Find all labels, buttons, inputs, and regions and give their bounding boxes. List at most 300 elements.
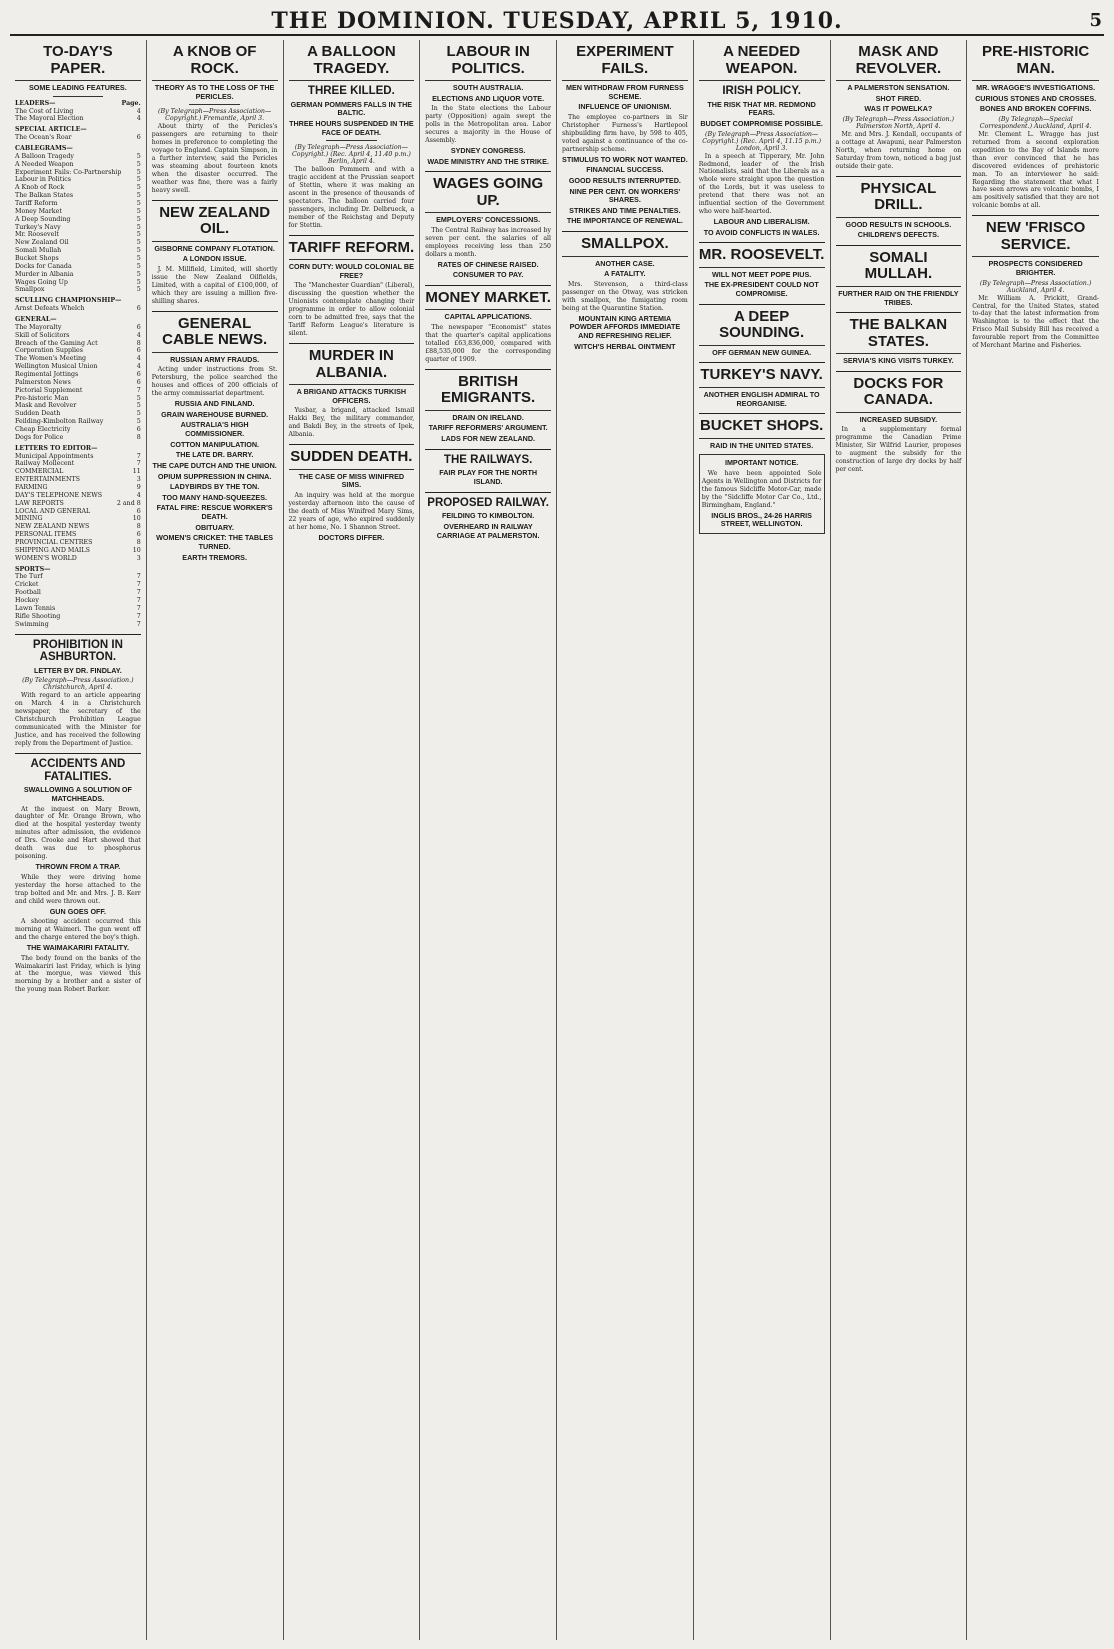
contents-item [15, 316, 141, 324]
story-subheading: CHILDREN'S DEFECTS. [857, 230, 939, 240]
contents-item-label: Municipal Appointments [15, 452, 94, 460]
story-heading: MONEY MARKET. [425, 290, 551, 311]
contents-item-label: Mr. Roosevelt [15, 231, 59, 239]
contents-item-label: Arnst Defeats Whelch [15, 305, 85, 313]
contents-item-label: Swimming [15, 620, 49, 628]
story-subheading: WOMEN'S CRICKET: THE TABLES TURNED. [156, 533, 274, 552]
contents-item [15, 621, 141, 629]
contents-item-page: 5 [136, 270, 141, 278]
contents-item-page: Page. [121, 99, 141, 107]
story-heading: GENERAL CABLE NEWS. [152, 316, 278, 353]
contents-item-page: 6 [136, 507, 141, 515]
contents-item-page: 7 [136, 386, 141, 394]
contents-item-label: COMMERCIAL [15, 468, 64, 476]
contents-item-page: 7 [136, 597, 141, 605]
contents-item-label: Docks for Canada [15, 262, 72, 270]
contents-item [15, 613, 141, 621]
story-subheading: RUSSIAN ARMY FRAUDS. [170, 354, 260, 364]
contents-item [15, 216, 141, 224]
contents-item-label: The Women's Meeting [15, 355, 87, 363]
contents-item [15, 134, 141, 142]
story-subheading: EMPLOYERS' CONCESSIONS. [436, 215, 541, 225]
story-subheading: RAID IN THE UNITED STATES. [710, 440, 814, 450]
story-subheading: DRAIN ON IRELAND. [452, 412, 524, 422]
story-subheading: A PALMERSTON SENSATION. [847, 83, 950, 92]
contents-item [15, 126, 141, 134]
contents-item [15, 100, 141, 108]
contents-item [15, 305, 141, 313]
contents-item [15, 531, 141, 539]
contents-item-page: 4 [136, 115, 141, 123]
story-text: Acting under instructions from St. Petersburg, the police searched the houses and offices of 200 officials of the army commissariat department. [151, 366, 278, 398]
contents-item [15, 555, 141, 563]
contents-item-label: SHIPPING AND MAILS [15, 546, 90, 554]
contents-item-label: Feilding-Kimbolton Railway [15, 418, 104, 426]
contents-item-label: The Cost of Living [15, 107, 74, 115]
contents-item [15, 231, 141, 239]
contents-item-page: 3 [136, 554, 141, 562]
story-subheading: LABOUR AND LIBERALISM. [713, 217, 810, 227]
story-subheading: ANOTHER ENGLISH ADMIRAL TO REORGANISE. [703, 389, 820, 408]
contents-item [15, 297, 141, 305]
contents-item-page: 2 and 8 [116, 499, 141, 507]
contents-item-page: 6 [136, 426, 141, 434]
story-text: At the inquest on Mary Brown, daughter of Mr. Orange Brown, who died at the hospital yesterday twenty minutes after admission, the evidence of Drs. Crooke and Hart showed that death was due to phosphorus poisoning. [15, 805, 141, 861]
story-subheading: TO AVOID CONFLICTS IN WALES. [703, 227, 820, 237]
story-heading: TURKEY'S NAVY. [699, 367, 825, 388]
story-subheading: TARIFF REFORMERS' ARGUMENT. [428, 423, 548, 433]
story-subheading: DOCTORS DIFFER. [318, 532, 385, 542]
story-subheading: THE CASE OF MISS WINIFRED SIMS. [298, 471, 405, 490]
story-heading: PROHIBITION IN ASHBURTON. [32, 638, 123, 664]
dateline: (By Telegraph—Press Association.) Palmerston North, April 4. [842, 115, 955, 130]
contents-item [15, 176, 141, 184]
contents-item [15, 426, 141, 434]
story-heading: EXPERIMENT FAILS. [562, 44, 688, 81]
dateline: (By Telegraph—Special Correspondent.) Auckland, April 4. [979, 115, 1092, 130]
contents-item-label: Experiment Fails: Co-Partnership [15, 168, 122, 176]
story-subheading: BUDGET COMPROMISE POSSIBLE. [700, 118, 823, 128]
contents-item [15, 581, 141, 589]
advertisement-text: We have been appointed Sole Agents in Wellington and Districts for the famous Sidcliffe Motor-Car, made by the "Sidcliffe Motor Car Co., Ltd., Birmingham, England." [701, 469, 822, 509]
story-heading: PRE-HISTORIC MAN. [972, 44, 1099, 81]
story-subheading: CORN DUTY: WOULD COLONIAL BE FREE? [288, 262, 414, 280]
story-subheading: BONES AND BROKEN COFFINS. [979, 104, 1092, 114]
story-heading: NEW ZEALAND OIL. [152, 205, 278, 242]
contents-item-page: 6 [136, 347, 141, 355]
contents-item [15, 332, 141, 340]
contents-item-label: GENERAL— [15, 315, 57, 323]
contents-item-label: WOMEN'S WORLD [15, 554, 77, 562]
contents-item-page: 10 [132, 546, 141, 554]
newspaper-columns [10, 40, 1104, 1640]
story-subheading: INCREASED SUBSIDY. [859, 414, 938, 424]
advertisement-footer: INGLIS BROS., 24-26 HARRIS STREET, WELLINGTON. [711, 510, 812, 529]
contents-item-page: 6 [136, 531, 141, 539]
letters-heading: LETTERS TO EDITOR— [15, 444, 98, 452]
story-subheading: WITCH'S HERBAL OINTMENT [574, 341, 676, 351]
story-subheading: A LONDON ISSUE. [182, 254, 247, 264]
story-subheading: WADE MINISTRY AND THE STRIKE. [427, 156, 549, 166]
contents-item-page: 5 [136, 176, 141, 184]
contents-item-page: 8 [136, 523, 141, 531]
story-text: Mr. William A. Prickitt, Grand-Central, for the United States, stated to-day that the latest information from Washington is to the effect that the Frisco Mail Subsidy Bill has received a favourable report from the Committee of Merchant Marine and Fisheries. [972, 294, 1099, 350]
contents-item-label: Corporation Supplies [15, 347, 84, 355]
column-4 [420, 40, 557, 1640]
contents-item-page: 6 [136, 371, 141, 378]
story-heading: SUDDEN DEATH. [289, 449, 415, 470]
contents-item [15, 161, 141, 169]
contents-item-page: 7 [136, 452, 141, 460]
contents-item [15, 286, 141, 294]
contents-item-label: LEADERS— [15, 99, 56, 107]
story-subheading: THREE KILLED. [307, 85, 395, 97]
story-heading: PROPOSED RAILWAY. [427, 496, 549, 509]
contents-item-label: Breach of the Gaming Act [15, 339, 98, 347]
contents-item-label: Turkey's Navy [15, 223, 61, 231]
story-subheading: THROWN FROM A TRAP. [35, 862, 121, 872]
story-text: About thirty of the Pericles's passengers are returning to their homes in preference to completing the voyage to England. Captain Simpson, in a further interview, said the Pericles was steaming about fourteen knots when the disaster occurred. The weather was fine, there was a fairly heavy swell. [151, 123, 278, 194]
contents-item [15, 184, 141, 192]
contents-item-page: 7 [136, 604, 141, 612]
story-text: With regard to an article appearing on March 4 in a Christchurch newspaper, the secretary of the Christchurch Prohibition League communicated with the Minister for Justice, and has received the following reply from the Department of Justice. [15, 692, 141, 748]
contents-item-label: A Deep Sounding [15, 215, 71, 223]
contents-item-label: MINING [15, 515, 43, 523]
story-subheading: INFLUENCE OF UNIONISM. [578, 102, 672, 112]
contents-item-page: 4 [136, 355, 141, 363]
contents-item [15, 355, 141, 363]
contents-item-label: Murder in Albania [15, 270, 74, 278]
contents-item-label: Hockey [15, 597, 39, 605]
masthead [10, 6, 1104, 36]
story-subheading: ELECTIONS AND LIQUOR VOTE. [432, 93, 545, 103]
contents-item [15, 379, 141, 387]
contents-item-label: NEW ZEALAND NEWS [15, 523, 90, 531]
contents-item-label: Money Market [15, 207, 62, 215]
story-subheading: WAS IT POWELKA? [864, 104, 933, 114]
contents-item-page: 5 [136, 215, 141, 223]
story-subheading: LETTER BY DR. FINDLAY. [33, 665, 122, 675]
contents-item-page: 5 [136, 394, 141, 402]
contents-item-page: 5 [136, 254, 141, 262]
contents-item-label: DAY'S TELEPHONE NEWS [15, 491, 103, 499]
contents-item [15, 169, 141, 177]
contents-item-page: 5 [136, 231, 141, 239]
story-heading: MASK AND REVOLVER. [836, 44, 962, 81]
contents-item [15, 224, 141, 232]
column-5 [557, 40, 694, 1640]
contents-item-label: CABLEGRAMS— [15, 144, 73, 152]
contents-item-label: Lawn Tennis [15, 604, 56, 612]
story-subheading: THE CAPE DUTCH AND THE UNION. [152, 460, 277, 470]
contents-item [15, 492, 141, 500]
contents-item-page: 6 [136, 134, 141, 142]
story-subheading: RUSSIA AND FINLAND. [174, 399, 255, 409]
contents-item-page: 5 [136, 207, 141, 215]
story-text: In a supplementary formal programme the Canadian Prime Minister, Sir Wilfrid Laurier, proposes to augment the subsidy for the construction of large dry docks by half per cent. [835, 426, 962, 474]
story-heading: A DEEP SOUNDING. [699, 309, 825, 346]
contents-item [15, 271, 141, 279]
contents-item [15, 468, 141, 476]
contents-item [15, 453, 141, 461]
contents-item-page: 7 [136, 573, 141, 581]
story-text: Yusbar, a brigand, attacked Ismail Hakki Bey, the military commander, and Bakdi Bey, in the streets of Ipek, Albania. [288, 407, 415, 439]
contents-item-label: SCULLING CHAMPIONSHIP— [15, 297, 122, 305]
contents-list [15, 100, 141, 442]
column-8 [967, 40, 1104, 1640]
newspaper-title: THE DOMINION. TUESDAY, APRIL 5, 1910. [271, 8, 843, 34]
contents-item [15, 363, 141, 371]
story-text: Mr. Clement L. Wragge has just returned from a second exploration expedition to the Bay of Islands more than ever convinced that he has discovered evidences of prehistoric man. To an interviewer he said: Regarding the statement that what I have seen arrows are volcanic bombs, I am positively satisfied that they are not volcanic bombs at all. [972, 130, 1099, 210]
story-subheading: WILL NOT MEET POPE PIUS. [711, 269, 812, 279]
story-subheading: LADYBIRDS BY THE TON. [170, 482, 260, 492]
contents-item [15, 145, 141, 153]
story-text: Mr. and Mrs. J. Kendall, occupants of a cottage at Awapuni, near Palmerston North, when returning home on Saturday from town, noticed a bag just outside their gate. [835, 130, 962, 170]
column-2 [147, 40, 284, 1640]
column-3 [284, 40, 421, 1640]
contents-item [15, 597, 141, 605]
story-text: In the State elections the Labour party (Opposition) again swept the polls in the Metropolitan area. Labor secures a majority in the House of Assembly. [425, 105, 551, 145]
contents-item-label: PROVINCIAL CENTRES [15, 539, 93, 547]
story-subheading: SOUTH AUSTRALIA. [452, 83, 524, 92]
story-subheading: AUSTRALIA'S HIGH COMMISSIONER. [180, 420, 249, 438]
contents-item [15, 566, 141, 574]
contents-item-label: Football [15, 589, 41, 597]
story-heading: MURDER IN ALBANIA. [289, 348, 415, 385]
contents-item-page: 5 [136, 402, 141, 410]
story-text: In a speech at Tipperary, Mr. John Redmond, leader of the Irish Nationalists, said that the Liberals as a whole were straight upon the question of the Lords, but it was useless to pretend that there was not an influential section of the Government who were half-hearted. [698, 152, 825, 216]
contents-item-page: 5 [136, 278, 141, 286]
contents-item-page: 7 [136, 460, 141, 468]
story-subheading: THE LATE DR. BARRY. [175, 450, 254, 460]
contents-item [15, 460, 141, 468]
contents-item [15, 324, 141, 332]
contents-item-page: 5 [136, 262, 141, 270]
story-subheading: ANOTHER CASE. [595, 258, 655, 268]
contents-item-page: 5 [136, 247, 141, 255]
advertisement-heading: IMPORTANT NOTICE. [724, 458, 799, 468]
contents-item-page: 4 [136, 331, 141, 339]
contents-item-page: 5 [136, 239, 141, 247]
contents-item [15, 387, 141, 395]
story-heading: SMALLPOX. [562, 236, 688, 257]
story-subheading: GOOD RESULTS IN SCHOOLS. [845, 219, 952, 229]
contents-item-label: Sudden Death [15, 410, 61, 418]
contents-item-label: Skill of Solicitors [15, 331, 70, 339]
contents-item [15, 247, 141, 255]
story-subheading: STIMULUS TO WORK NOT WANTED. [562, 154, 688, 164]
contents-item-page: 8 [136, 339, 141, 347]
story-text: The newspaper "Economist" states that the quarter's capital applications totalled £63,836,000, compared with £88,535,000 for the corresponding quarter of 1909. [425, 324, 551, 363]
contents-item [15, 605, 141, 613]
story-heading: NEW 'FRISCO SERVICE. [972, 220, 1099, 257]
contents-item-label: Railway Mollecent [15, 460, 75, 468]
contents-item-label: SPORTS— [15, 565, 51, 573]
contents-item-page: 5 [136, 286, 141, 294]
story-subheading: RATES OF CHINESE RAISED. [437, 259, 539, 269]
contents-item-page: 7 [136, 620, 141, 628]
column-6 [694, 40, 831, 1640]
contents-item [15, 208, 141, 216]
contents-item [15, 108, 141, 116]
story-heading: A KNOB OF ROCK. [152, 44, 278, 81]
story-subheading: COTTON MANIPULATION. [170, 439, 260, 449]
contents-item [15, 484, 141, 492]
story-subheading: SHOT FIRED. [875, 93, 922, 103]
contents-item-page: 7 [136, 581, 141, 589]
contents-item [15, 402, 141, 410]
story-subheading: FINANCIAL SUCCESS. [586, 165, 664, 175]
contents-item-label: Pre-historic Man [15, 394, 69, 402]
contents-item-page: 9 [136, 484, 141, 492]
contents-item [15, 395, 141, 403]
story-text: The body found on the banks of the Waimakariri last Friday, which is lying at the morgue, was viewed this morning by a brother and a sister of the young man Robert Barker. [15, 954, 141, 994]
contents-item-label: Dogs for Police [15, 433, 64, 441]
contents-item [15, 508, 141, 516]
contents-item [15, 255, 141, 263]
story-text: While they were driving home yesterday the horse attached to the trap bolted and Mr. and Mrs. J. B. Kerr and child were thrown out. [15, 873, 141, 905]
contents-item-label: Somali Mullah [15, 247, 62, 255]
story-subheading: THE RISK THAT MR. REDMOND FEARS. [707, 99, 816, 118]
contents-item-page: 5 [136, 199, 141, 207]
story-subheading: PROSPECTS CONSIDERED BRIGHTER. [988, 259, 1083, 277]
story-heading: BUCKET SHOPS. [699, 418, 825, 439]
story-text: The balloon Pommern and with a tragic accident at the Prussian seaport of Stettin, where it was making an ascent in the presence of thousands of spectators. The balloon carried four passengers, including Dr. Delbrueck, a member of the Reichstag and Deputy for Stettin. [288, 166, 415, 229]
contents-item-page: 10 [132, 515, 141, 523]
contents-item [15, 573, 141, 581]
story-subheading: FATAL FIRE: RESCUE WORKER'S DEATH. [156, 503, 273, 522]
contents-item-label: Wages Going Up [15, 278, 68, 286]
advertisement-box [699, 454, 825, 534]
story-text: The employee co-partners in Sir Christopher Furness's Hartlepool shipbuilding firm have, by 598 to 405, voted against a continuance of the co-partnership scheme. [562, 113, 688, 153]
contents-item-page: 5 [136, 223, 141, 231]
story-subheading: CAPITAL APPLICATIONS. [444, 312, 532, 322]
dateline: (By Telegraph—Press Association—Copyright.) (Rec. April 4, 11.15 p.m.) London, April 3. [702, 130, 822, 152]
story-subheading: FURTHER RAID ON THE FRIENDLY TRIBES. [838, 288, 959, 307]
story-heading: BRITISH EMIGRANTS. [425, 374, 551, 411]
contents-item-page: 6 [136, 323, 141, 331]
contents-item-page: 8 [136, 433, 141, 441]
story-subheading: THE EX-PRESIDENT COULD NOT COMPROMISE. [704, 280, 819, 299]
story-text: Mrs. Stevenson, a third-class passenger on the Otway, was stricken with smallpox, the fumigating room being at the Quarantine Station. [562, 280, 688, 312]
contents-item-label: PERSONAL ITEMS [15, 531, 77, 539]
story-subheading: GOOD RESULTS INTERRUPTED. [568, 175, 681, 185]
contents-item-label: Regimental Jottings [15, 371, 79, 378]
contents-item [15, 410, 141, 418]
contents-item-page: 4 [136, 363, 141, 371]
contents-item-label: Smallpox [15, 286, 45, 294]
contents-item [15, 153, 141, 161]
contents-item-label: New Zealand Oil [15, 239, 69, 247]
story-subheading: MOUNTAIN KING ARTEMIA POWDER AFFORDS IMMEDIATE AND REFRESHING RELIEF. [569, 313, 681, 340]
story-subheading: MR. WRAGGE'S INVESTIGATIONS. [976, 83, 1096, 92]
story-subheading: EARTH TREMORS. [182, 552, 247, 562]
story-subheading: GISBORNE COMPANY FLOTATION. [154, 243, 275, 253]
story-heading: MR. ROOSEVELT. [699, 247, 825, 268]
contents-item-label: The Mayoralty [15, 323, 62, 331]
contents-item [15, 371, 141, 379]
story-subheading: GRAIN WAREHOUSE BURNED. [161, 409, 269, 419]
story-subheading: CONSUMER TO PAY. [452, 270, 524, 280]
story-subheading: TOO MANY HAND-SQUEEZES. [162, 492, 267, 502]
story-heading: ACCIDENTS AND FATALITIES. [30, 757, 126, 783]
contents-item [15, 515, 141, 523]
contents-item-label: Cheap Electricity [15, 426, 71, 434]
contents-item-page: 5 [136, 168, 141, 176]
contents-item-label: Cricket [15, 581, 39, 589]
contents-item-label: The Turf [15, 573, 43, 581]
contents-item [15, 500, 141, 508]
story-subheading: THE WAIMAKARIRI FATALITY. [26, 942, 130, 952]
story-heading: TARIFF REFORM. [289, 240, 415, 261]
contents-item-label: Palmerston News [15, 378, 71, 386]
contents-item-label: Pictorial Supplement [15, 386, 83, 394]
contents-item-page: 6 [136, 305, 141, 313]
contents-item [15, 589, 141, 597]
dateline: (By Telegraph—Press Association.) Christchurch, April 4. [22, 677, 134, 692]
story-text: A shooting accident occurred this morning at Waimeri. The gun went off and the charge entered the boy's thigh. [15, 918, 141, 942]
story-heading: A NEEDED WEAPON. [699, 44, 825, 81]
story-subheading: MEN WITHDRAW FROM FURNESS SCHEME. [565, 83, 684, 101]
contents-item [15, 434, 141, 442]
contents-item [15, 418, 141, 426]
contents-item-label: Bucket Shops [15, 254, 59, 262]
contents-item-label: A Knob of Rock [15, 184, 65, 192]
story-subheading: THE IMPORTANCE OF RENEWAL. [566, 216, 683, 226]
story-subheading: SYDNEY CONGRESS. [450, 145, 526, 155]
story-subheading: LADS FOR NEW ZEALAND. [441, 434, 536, 444]
dateline: (By Telegraph—Press Association—Copyright.) Fremantle, April 3. [158, 108, 272, 123]
contents-item-page: 5 [136, 184, 141, 192]
contents-item-label: Rifle Shooting [15, 612, 61, 620]
dateline: (By Telegraph—Press Association.) Auckland, April 4. [979, 279, 1092, 294]
contents-item-label: LAW REPORTS [15, 499, 64, 507]
story-subheading: CURIOUS STONES AND CROSSES. [975, 93, 1097, 103]
story-text: J. M. Millfield, Limited, will shortly issue the New Zealand Oilfields, Limited, with a capital of £100,000, of which they are issuing a million five-shilling shares. [151, 266, 278, 305]
contents-item-page: 6 [136, 378, 141, 386]
contents-item [15, 263, 141, 271]
contents-item [15, 340, 141, 348]
story-subheading: OPIUM SUPPRESSION IN CHINA. [157, 471, 272, 481]
contents-list-2 [15, 453, 141, 629]
contents-item-page: 3 [136, 476, 141, 484]
story-subheading: THEORY AS TO THE LOSS OF THE PERICLES. [154, 83, 275, 101]
contents-item [15, 279, 141, 287]
contents-item-label: Wellington Musical Union [15, 363, 98, 371]
contents-item-label: Mask and Revolver [15, 402, 77, 410]
contents-item-page: 7 [136, 589, 141, 597]
column-7 [831, 40, 968, 1640]
story-subheading: OVERHEARD IN RAILWAY CARRIAGE AT PALMERSTON. [436, 521, 540, 540]
contents-item [15, 192, 141, 200]
features-subheading: SOME LEADING FEATURES. [29, 83, 127, 92]
todays-paper-heading: TO-DAY'S PAPER. [15, 44, 141, 81]
story-subheading: GERMAN POMMERS FALLS IN THE BALTIC. [290, 99, 413, 118]
story-heading: THE BALKAN STATES. [836, 317, 962, 354]
story-heading: WAGES GOING UP. [425, 176, 551, 213]
contents-item [15, 523, 141, 531]
story-subheading: SWALLOWING A SOLUTION OF MATCHHEADS. [23, 785, 132, 803]
dateline: (By Telegraph—Press Association—Copyright.) (Rec. April 4, 11.40 p.m.) Berlin, April 4. [291, 144, 411, 166]
contents-item-page: 5 [136, 152, 141, 160]
contents-item-page: 11 [132, 468, 141, 476]
story-subheading: STRIKES AND TIME PENALTIES. [569, 205, 681, 215]
contents-item-label: SPECIAL ARTICLE— [15, 126, 87, 134]
contents-item-page: 5 [136, 192, 141, 200]
story-heading: A BALLOON TRAGEDY. [289, 44, 415, 81]
contents-item-page: 5 [136, 160, 141, 168]
contents-item-label: The Balkan States [15, 192, 74, 200]
